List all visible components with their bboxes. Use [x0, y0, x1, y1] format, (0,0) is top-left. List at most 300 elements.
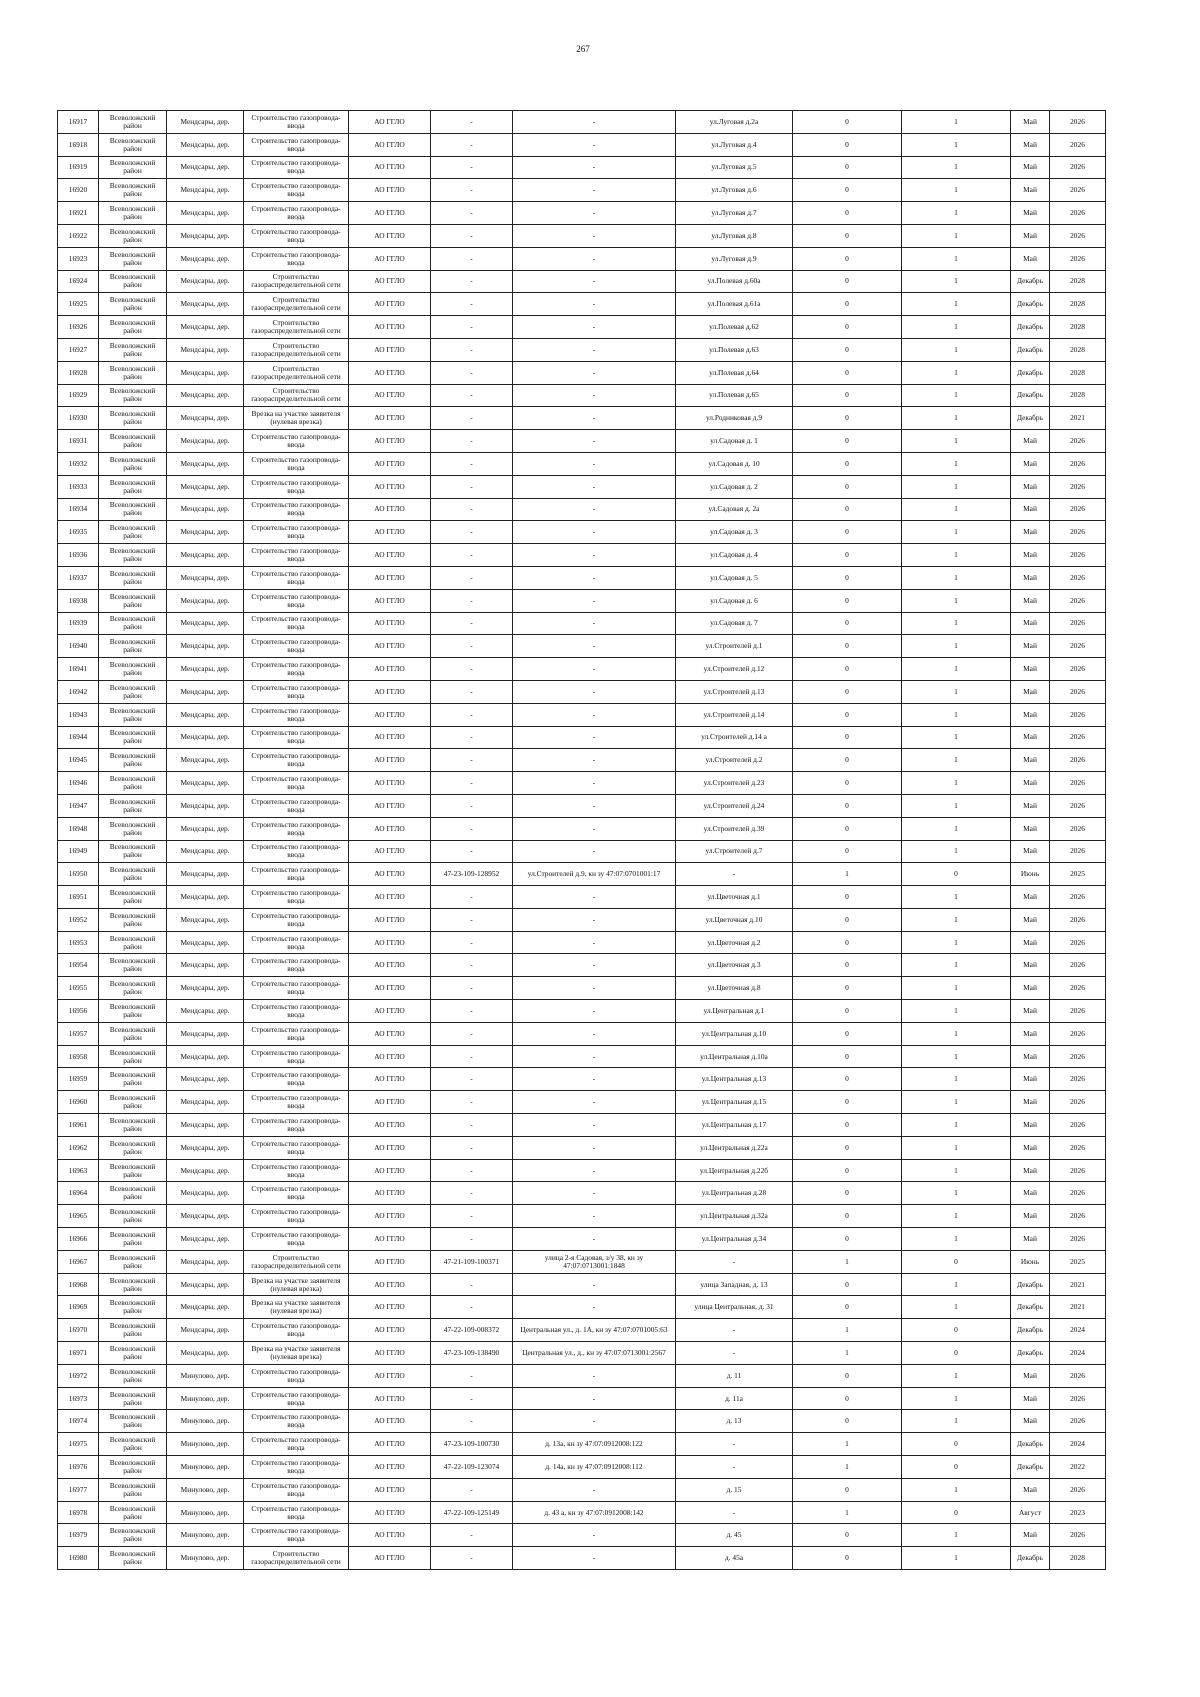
cell-count-b: 1 — [902, 886, 1011, 909]
cell-row-number: 16960 — [58, 1091, 99, 1114]
cell-organization: АО ГГЛО — [349, 863, 431, 886]
cell-organization: АО ГГЛО — [349, 954, 431, 977]
cell-application-number: - — [431, 817, 513, 840]
cell-count-a: 0 — [793, 544, 902, 567]
cell-month: Май — [1011, 1068, 1050, 1091]
cell-row-number: 16946 — [58, 772, 99, 795]
cell-year: 2026 — [1050, 1159, 1106, 1182]
cell-year: 2028 — [1050, 316, 1106, 339]
table-row — [58, 726, 1106, 749]
cell-year: 2026 — [1050, 202, 1106, 225]
cell-street-address: ул.Цветочная д.1 — [676, 886, 793, 909]
table-row — [58, 498, 1106, 521]
cell-count-b: 1 — [902, 1273, 1011, 1296]
cell-count-b: 1 — [902, 179, 1011, 202]
cell-row-number: 16979 — [58, 1524, 99, 1547]
cell-row-number: 16973 — [58, 1387, 99, 1410]
cell-year: 2026 — [1050, 430, 1106, 453]
cell-work-type: Строительство газопровода-ввода — [244, 156, 349, 179]
cell-count-b: 1 — [902, 1022, 1011, 1045]
cell-district: Всеволожский район — [99, 202, 167, 225]
cell-cadastral-address: - — [513, 407, 676, 430]
cell-year: 2026 — [1050, 977, 1106, 1000]
cell-street-address: ул.Строителей д.39 — [676, 817, 793, 840]
cell-district: Всеволожский район — [99, 658, 167, 681]
table-row — [58, 1456, 1106, 1479]
cell-application-number: 47-21-109-100371 — [431, 1250, 513, 1273]
cell-application-number: - — [431, 133, 513, 156]
cell-district: Всеволожский район — [99, 111, 167, 134]
cell-settlement: Мендсары, дер. — [167, 1159, 244, 1182]
cell-street-address: ул.Садовая д. 3 — [676, 521, 793, 544]
cell-settlement: Мендсары, дер. — [167, 703, 244, 726]
cell-settlement: Мендсары, дер. — [167, 908, 244, 931]
cell-month: Май — [1011, 1114, 1050, 1137]
cell-count-a: 0 — [793, 749, 902, 772]
cell-street-address: ул.Садовая д. 7 — [676, 612, 793, 635]
cell-count-a: 0 — [793, 111, 902, 134]
cell-street-address: ул.Садовая д. 4 — [676, 544, 793, 567]
cell-street-address: ул.Луговая д.6 — [676, 179, 793, 202]
cell-application-number: - — [431, 1205, 513, 1228]
cell-month: Май — [1011, 224, 1050, 247]
cell-year: 2028 — [1050, 1547, 1106, 1570]
cell-count-b: 1 — [902, 703, 1011, 726]
cell-count-a: 0 — [793, 931, 902, 954]
cell-cadastral-address: - — [513, 635, 676, 658]
cell-street-address: ул.Полевая д.60а — [676, 270, 793, 293]
cell-street-address: ул.Цветочная д.3 — [676, 954, 793, 977]
cell-organization: АО ГГЛО — [349, 1478, 431, 1501]
cell-settlement: Мендсары, дер. — [167, 1068, 244, 1091]
cell-settlement: Мендсары, дер. — [167, 384, 244, 407]
cell-street-address: ул.Строителей д.2 — [676, 749, 793, 772]
cell-count-a: 0 — [793, 270, 902, 293]
cell-organization: АО ГГЛО — [349, 544, 431, 567]
cell-work-type: Строительство газопровода-ввода — [244, 452, 349, 475]
cell-cadastral-address: - — [513, 1022, 676, 1045]
cell-count-b: 1 — [902, 475, 1011, 498]
cell-cadastral-address: - — [513, 703, 676, 726]
cell-count-a: 0 — [793, 1000, 902, 1023]
cell-application-number: - — [431, 1478, 513, 1501]
cell-work-type: Строительство газопровода-ввода — [244, 247, 349, 270]
cell-row-number: 16968 — [58, 1273, 99, 1296]
cell-work-type: Строительство газопровода-ввода — [244, 1478, 349, 1501]
table-row — [58, 772, 1106, 795]
cell-organization: АО ГГЛО — [349, 1182, 431, 1205]
cell-count-a: 0 — [793, 680, 902, 703]
cell-month: Декабрь — [1011, 1433, 1050, 1456]
cell-count-a: 0 — [793, 338, 902, 361]
cell-district: Всеволожский район — [99, 133, 167, 156]
cell-year: 2026 — [1050, 247, 1106, 270]
cell-year: 2026 — [1050, 1387, 1106, 1410]
cell-cadastral-address: - — [513, 1136, 676, 1159]
cell-year: 2026 — [1050, 840, 1106, 863]
cell-district: Всеволожский район — [99, 1250, 167, 1273]
cell-district: Всеволожский район — [99, 1524, 167, 1547]
cell-count-b: 1 — [902, 544, 1011, 567]
table-row — [58, 1364, 1106, 1387]
cell-street-address: ул.Центральная д.10а — [676, 1045, 793, 1068]
cell-month: Май — [1011, 1387, 1050, 1410]
cell-street-address: ул.Центральная д.15 — [676, 1091, 793, 1114]
cell-month: Май — [1011, 954, 1050, 977]
cell-street-address: улица Центральная, д. 31 — [676, 1296, 793, 1319]
cell-year: 2026 — [1050, 566, 1106, 589]
cell-year: 2028 — [1050, 361, 1106, 384]
cell-district: Всеволожский район — [99, 1364, 167, 1387]
cell-settlement: Мендсары, дер. — [167, 1273, 244, 1296]
cell-cadastral-address: - — [513, 680, 676, 703]
cell-application-number: - — [431, 1547, 513, 1570]
cell-count-b: 0 — [902, 1319, 1011, 1342]
cell-count-a: 0 — [793, 1364, 902, 1387]
cell-district: Всеволожский район — [99, 1136, 167, 1159]
cell-organization: АО ГГЛО — [349, 658, 431, 681]
cell-row-number: 16921 — [58, 202, 99, 225]
cell-street-address: ул.Луговая д.2а — [676, 111, 793, 134]
cell-district: Всеволожский район — [99, 247, 167, 270]
cell-work-type: Строительство газопровода-ввода — [244, 1045, 349, 1068]
cell-organization: АО ГГЛО — [349, 840, 431, 863]
cell-cadastral-address: - — [513, 1410, 676, 1433]
table-row — [58, 338, 1106, 361]
cell-month: Август — [1011, 1501, 1050, 1524]
cell-application-number: - — [431, 886, 513, 909]
cell-organization: АО ГГЛО — [349, 384, 431, 407]
cell-district: Всеволожский район — [99, 703, 167, 726]
cell-street-address: ул.Центральная д.22б — [676, 1159, 793, 1182]
cell-district: Всеволожский район — [99, 224, 167, 247]
cell-row-number: 16964 — [58, 1182, 99, 1205]
cell-year: 2026 — [1050, 1364, 1106, 1387]
table-row — [58, 179, 1106, 202]
cell-settlement: Минулово, дер. — [167, 1456, 244, 1479]
cell-year: 2026 — [1050, 658, 1106, 681]
cell-district: Всеволожский район — [99, 316, 167, 339]
table-row — [58, 1159, 1106, 1182]
table-row — [58, 840, 1106, 863]
cell-count-a: 0 — [793, 817, 902, 840]
cell-street-address: д. 11 — [676, 1364, 793, 1387]
table-row — [58, 703, 1106, 726]
cell-count-a: 0 — [793, 430, 902, 453]
cell-district: Всеволожский район — [99, 338, 167, 361]
cell-work-type: Строительство газопровода-ввода — [244, 202, 349, 225]
cell-work-type: Строительство газопровода-ввода — [244, 612, 349, 635]
table-row — [58, 566, 1106, 589]
cell-count-a: 0 — [793, 1228, 902, 1251]
cell-street-address: ул.Строителей д.13 — [676, 680, 793, 703]
cell-application-number: - — [431, 931, 513, 954]
cell-count-a: 0 — [793, 1182, 902, 1205]
cell-month: Май — [1011, 521, 1050, 544]
cell-application-number: - — [431, 1524, 513, 1547]
cell-district: Всеволожский район — [99, 361, 167, 384]
cell-row-number: 16918 — [58, 133, 99, 156]
cell-month: Декабрь — [1011, 1342, 1050, 1365]
cell-cadastral-address: - — [513, 1159, 676, 1182]
cell-application-number: - — [431, 1159, 513, 1182]
cell-work-type: Строительство газораспределительной сети — [244, 384, 349, 407]
cell-cadastral-address: - — [513, 1387, 676, 1410]
cell-district: Всеволожский район — [99, 1205, 167, 1228]
cell-settlement: Мендсары, дер. — [167, 886, 244, 909]
table-row — [58, 1091, 1106, 1114]
table-row — [58, 1250, 1106, 1273]
cell-work-type: Строительство газопровода-ввода — [244, 1159, 349, 1182]
table-row — [58, 680, 1106, 703]
cell-street-address: д. 45а — [676, 1547, 793, 1570]
cell-row-number: 16953 — [58, 931, 99, 954]
cell-cadastral-address: - — [513, 931, 676, 954]
cell-month: Май — [1011, 635, 1050, 658]
cell-month: Май — [1011, 817, 1050, 840]
cell-count-a: 0 — [793, 772, 902, 795]
cell-settlement: Мендсары, дер. — [167, 817, 244, 840]
cell-application-number: - — [431, 247, 513, 270]
cell-street-address: ул.Родниковая д.9 — [676, 407, 793, 430]
cell-work-type: Строительство газопровода-ввода — [244, 1114, 349, 1137]
cell-count-b: 1 — [902, 316, 1011, 339]
cell-street-address: ул.Строителей д.12 — [676, 658, 793, 681]
cell-count-b: 1 — [902, 1068, 1011, 1091]
cell-application-number: - — [431, 361, 513, 384]
cell-settlement: Мендсары, дер. — [167, 1000, 244, 1023]
cell-district: Всеволожский район — [99, 772, 167, 795]
cell-count-b: 1 — [902, 384, 1011, 407]
cell-year: 2024 — [1050, 1319, 1106, 1342]
cell-row-number: 16940 — [58, 635, 99, 658]
cell-cadastral-address: - — [513, 270, 676, 293]
cell-count-b: 1 — [902, 498, 1011, 521]
cell-month: Май — [1011, 202, 1050, 225]
cell-row-number: 16947 — [58, 794, 99, 817]
cell-work-type: Строительство газораспределительной сети — [244, 361, 349, 384]
cell-street-address: ул.Садовая д. 5 — [676, 566, 793, 589]
cell-row-number: 16959 — [58, 1068, 99, 1091]
cell-organization: АО ГГЛО — [349, 475, 431, 498]
cell-row-number: 16930 — [58, 407, 99, 430]
cell-application-number: - — [431, 1022, 513, 1045]
cell-application-number: - — [431, 566, 513, 589]
cell-organization: АО ГГЛО — [349, 1501, 431, 1524]
cell-cadastral-address: - — [513, 133, 676, 156]
cell-row-number: 16941 — [58, 658, 99, 681]
cell-year: 2026 — [1050, 156, 1106, 179]
cell-month: Май — [1011, 179, 1050, 202]
cell-district: Всеволожский район — [99, 977, 167, 1000]
cell-work-type: Строительство газопровода-ввода — [244, 1022, 349, 1045]
cell-count-a: 0 — [793, 293, 902, 316]
cell-count-a: 1 — [793, 1456, 902, 1479]
cell-work-type: Строительство газопровода-ввода — [244, 680, 349, 703]
cell-organization: АО ГГЛО — [349, 1091, 431, 1114]
cell-organization: АО ГГЛО — [349, 908, 431, 931]
cell-count-a: 0 — [793, 1524, 902, 1547]
cell-district: Всеволожский район — [99, 908, 167, 931]
cell-district: Всеволожский район — [99, 749, 167, 772]
cell-work-type: Строительство газораспределительной сети — [244, 316, 349, 339]
table-row — [58, 156, 1106, 179]
cell-row-number: 16970 — [58, 1319, 99, 1342]
cell-district: Всеволожский район — [99, 544, 167, 567]
table-row — [58, 1478, 1106, 1501]
cell-settlement: Мендсары, дер. — [167, 1136, 244, 1159]
cell-month: Май — [1011, 703, 1050, 726]
cell-organization: АО ГГЛО — [349, 498, 431, 521]
cell-district: Всеволожский район — [99, 1410, 167, 1433]
cell-count-b: 1 — [902, 794, 1011, 817]
cell-month: Май — [1011, 498, 1050, 521]
cell-settlement: Мендсары, дер. — [167, 407, 244, 430]
table-row — [58, 475, 1106, 498]
cell-month: Декабрь — [1011, 1547, 1050, 1570]
cell-organization: АО ГГЛО — [349, 1273, 431, 1296]
cell-application-number: - — [431, 1410, 513, 1433]
cell-month: Декабрь — [1011, 1273, 1050, 1296]
cell-street-address: ул.Цветочная д.8 — [676, 977, 793, 1000]
cell-work-type: Строительство газопровода-ввода — [244, 772, 349, 795]
cell-organization: АО ГГЛО — [349, 430, 431, 453]
table-row — [58, 1228, 1106, 1251]
table-row — [58, 1136, 1106, 1159]
cell-work-type: Строительство газопровода-ввода — [244, 635, 349, 658]
cell-application-number: - — [431, 612, 513, 635]
cell-work-type: Строительство газопровода-ввода — [244, 498, 349, 521]
cell-count-a: 0 — [793, 726, 902, 749]
cell-organization: АО ГГЛО — [349, 612, 431, 635]
cell-organization: АО ГГЛО — [349, 407, 431, 430]
cell-work-type: Строительство газопровода-ввода — [244, 703, 349, 726]
cell-settlement: Мендсары, дер. — [167, 521, 244, 544]
cell-street-address: ул.Строителей д.23 — [676, 772, 793, 795]
cell-application-number: - — [431, 794, 513, 817]
cell-cadastral-address: - — [513, 566, 676, 589]
cell-district: Всеволожский район — [99, 475, 167, 498]
cell-row-number: 16949 — [58, 840, 99, 863]
cell-organization: АО ГГЛО — [349, 156, 431, 179]
cell-month: Май — [1011, 1478, 1050, 1501]
cell-application-number: - — [431, 1091, 513, 1114]
cell-application-number: - — [431, 111, 513, 134]
table-row — [58, 384, 1106, 407]
table-row — [58, 635, 1106, 658]
cell-organization: АО ГГЛО — [349, 316, 431, 339]
cell-count-a: 0 — [793, 1205, 902, 1228]
table-row — [58, 886, 1106, 909]
cell-work-type: Строительство газопровода-ввода — [244, 726, 349, 749]
cell-cadastral-address: - — [513, 954, 676, 977]
cell-cadastral-address: - — [513, 384, 676, 407]
cell-month: Май — [1011, 886, 1050, 909]
cell-count-a: 0 — [793, 521, 902, 544]
cell-settlement: Минулово, дер. — [167, 1364, 244, 1387]
cell-row-number: 16976 — [58, 1456, 99, 1479]
cell-cadastral-address: - — [513, 886, 676, 909]
table-row — [58, 430, 1106, 453]
cell-row-number: 16950 — [58, 863, 99, 886]
cell-count-a: 1 — [793, 1433, 902, 1456]
cell-row-number: 16935 — [58, 521, 99, 544]
cell-street-address: ул.Строителей д.14 а — [676, 726, 793, 749]
table-row — [58, 361, 1106, 384]
cell-work-type: Врезка на участке заявителя (нулевая врезка) — [244, 1296, 349, 1319]
cell-street-address: ул.Строителей д.1 — [676, 635, 793, 658]
cell-district: Всеволожский район — [99, 498, 167, 521]
cell-month: Май — [1011, 908, 1050, 931]
cell-year: 2028 — [1050, 338, 1106, 361]
cell-street-address: - — [676, 1501, 793, 1524]
table-row — [58, 749, 1106, 772]
cell-street-address: ул.Строителей д.7 — [676, 840, 793, 863]
cell-application-number: - — [431, 589, 513, 612]
cell-month: Май — [1011, 977, 1050, 1000]
cell-count-b: 0 — [902, 1250, 1011, 1273]
cell-application-number: - — [431, 156, 513, 179]
cell-application-number: - — [431, 703, 513, 726]
cell-year: 2026 — [1050, 680, 1106, 703]
cell-count-a: 0 — [793, 703, 902, 726]
cell-month: Май — [1011, 1410, 1050, 1433]
cell-count-b: 1 — [902, 224, 1011, 247]
cell-organization: АО ГГЛО — [349, 1228, 431, 1251]
cell-row-number: 16919 — [58, 156, 99, 179]
cell-organization: АО ГГЛО — [349, 452, 431, 475]
cell-organization: АО ГГЛО — [349, 1159, 431, 1182]
cell-row-number: 16943 — [58, 703, 99, 726]
cell-cadastral-address: - — [513, 1045, 676, 1068]
cell-year: 2028 — [1050, 384, 1106, 407]
cell-settlement: Мендсары, дер. — [167, 680, 244, 703]
cell-count-b: 1 — [902, 589, 1011, 612]
cell-district: Всеволожский район — [99, 863, 167, 886]
cell-cadastral-address: - — [513, 612, 676, 635]
cell-cadastral-address: - — [513, 361, 676, 384]
cell-district: Всеволожский район — [99, 1045, 167, 1068]
cell-organization: АО ГГЛО — [349, 1319, 431, 1342]
cell-month: Декабрь — [1011, 1456, 1050, 1479]
cell-month: Май — [1011, 1091, 1050, 1114]
cell-street-address: д. 15 — [676, 1478, 793, 1501]
table-row — [58, 1387, 1106, 1410]
cell-row-number: 16978 — [58, 1501, 99, 1524]
cell-count-b: 1 — [902, 658, 1011, 681]
cell-count-b: 1 — [902, 270, 1011, 293]
cell-organization: АО ГГЛО — [349, 1433, 431, 1456]
table-row — [58, 1342, 1106, 1365]
cell-organization: АО ГГЛО — [349, 931, 431, 954]
table-row — [58, 954, 1106, 977]
cell-row-number: 16952 — [58, 908, 99, 931]
cell-count-a: 0 — [793, 156, 902, 179]
cell-application-number: 47-23-109-138490 — [431, 1342, 513, 1365]
table-row — [58, 1182, 1106, 1205]
cell-application-number: - — [431, 384, 513, 407]
table-row — [58, 1205, 1106, 1228]
cell-count-b: 1 — [902, 1410, 1011, 1433]
cell-row-number: 16923 — [58, 247, 99, 270]
cell-row-number: 16920 — [58, 179, 99, 202]
cell-work-type: Строительство газопровода-ввода — [244, 1319, 349, 1342]
cell-month: Декабрь — [1011, 316, 1050, 339]
cell-year: 2026 — [1050, 794, 1106, 817]
cell-application-number: - — [431, 1182, 513, 1205]
cell-row-number: 16969 — [58, 1296, 99, 1319]
cell-settlement: Мендсары, дер. — [167, 977, 244, 1000]
